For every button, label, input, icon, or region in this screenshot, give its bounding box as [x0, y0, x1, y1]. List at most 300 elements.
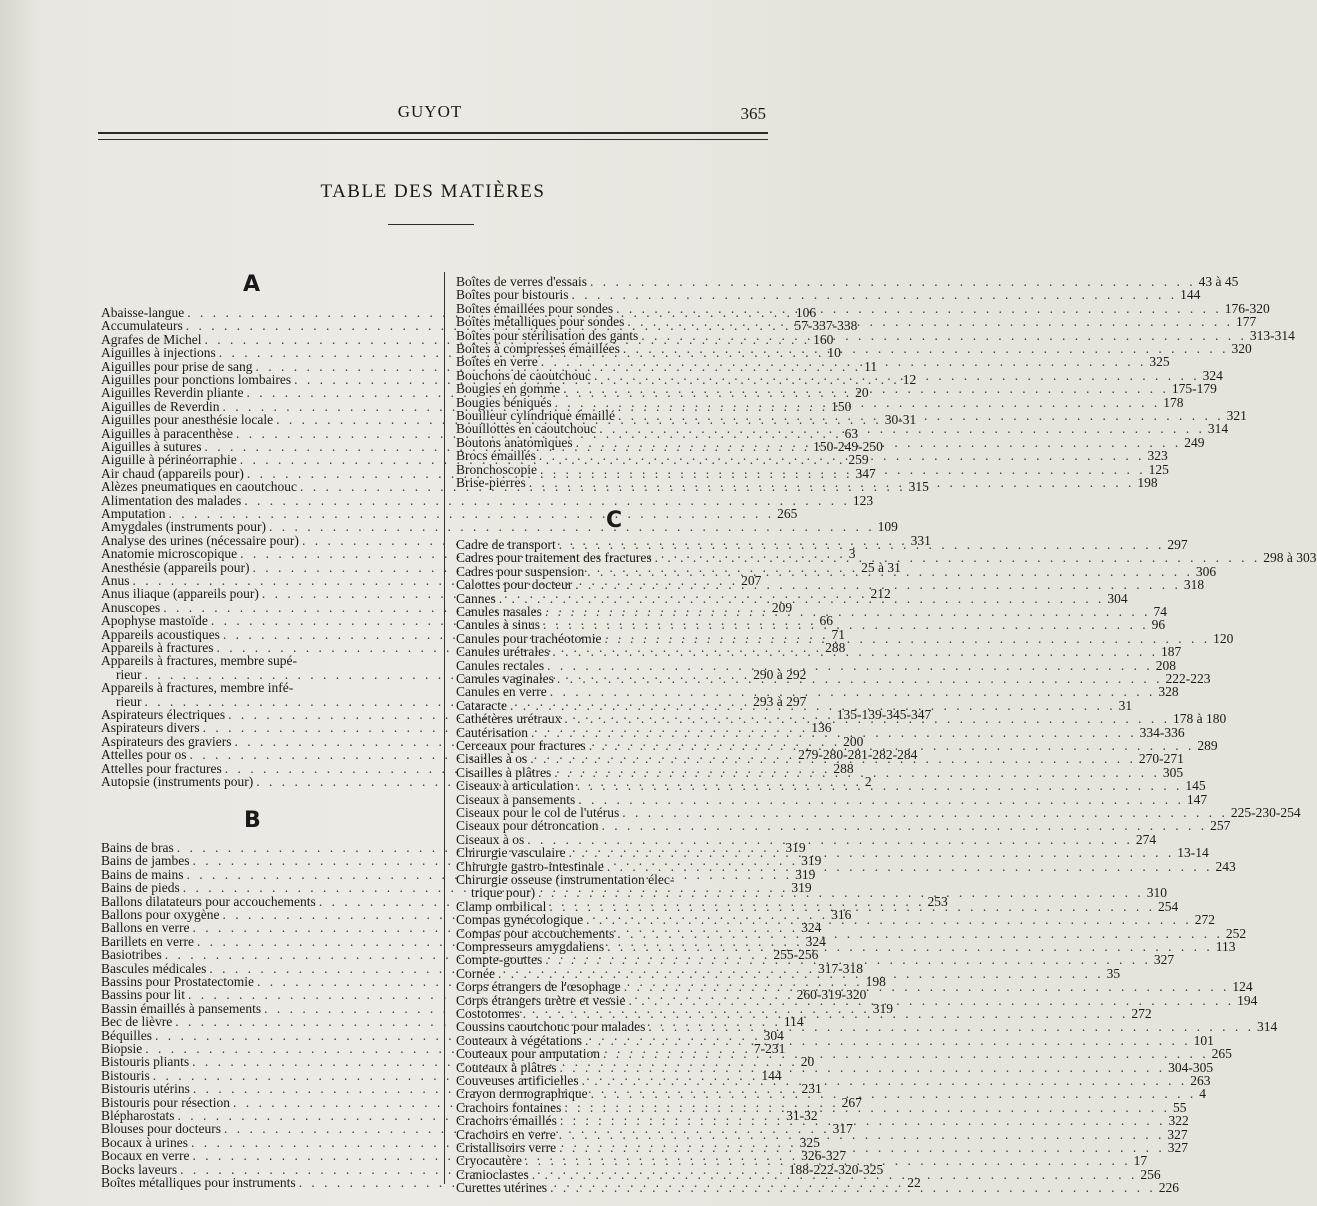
- entry-label: trique pour): [471, 885, 536, 901]
- entry-page: 2: [864, 774, 872, 789]
- entry-label: Ciseaux pour détroncation: [456, 818, 599, 834]
- entry-label: Aspirateurs électriques: [101, 707, 226, 722]
- entry-label: Amputation: [101, 506, 166, 521]
- entry-label: Brocs émaillés: [456, 448, 536, 464]
- dot-leader: [543, 618, 1149, 631]
- entry-label: Cadres pour traitement des fractures: [456, 550, 652, 566]
- entry-label: Analyse des urines (nécessaire pour): [101, 532, 299, 548]
- entry-label: Bouchons de caoutchouc: [456, 367, 591, 383]
- entry-label: Bains de pieds: [101, 880, 180, 896]
- entry-page: 176-320: [1224, 300, 1270, 316]
- entry-label: Ballons pour oxygène: [101, 907, 220, 922]
- entry-page: 200: [843, 733, 864, 749]
- entry-page: 334-336: [1139, 724, 1185, 740]
- entry-page: 325: [799, 1134, 820, 1150]
- entry-label: Canules à sinus: [456, 617, 540, 633]
- toc-entry: [456, 805, 1301, 820]
- entry-page: 324: [801, 920, 822, 936]
- toc-entry: [456, 831, 1157, 847]
- entry-label: Bistouris utérins: [101, 1081, 190, 1097]
- entry-page: 178: [1163, 394, 1184, 410]
- dot-leader: [559, 538, 1165, 551]
- entry-label: Bocks laveurs: [101, 1161, 178, 1177]
- entry-label: Crayon dermographique: [456, 1086, 588, 1102]
- section-letter-b: B: [244, 808, 261, 833]
- dot-leader: [550, 1181, 1156, 1194]
- entry-label: Canules nasales: [456, 604, 542, 619]
- entry-label: Boîtes pour stérilisation des gants: [456, 327, 639, 343]
- entry-label: Appareils à fractures, membre infé-: [101, 680, 294, 696]
- entry-label: Aiguilles Reverdin pliante: [101, 385, 244, 401]
- entry-label: Aiguilles pour prise de sang: [101, 358, 253, 374]
- dot-leader: [569, 846, 1175, 859]
- dot-leader: [555, 396, 1161, 409]
- entry-label: Amygdales (instruments pour): [101, 519, 266, 535]
- toc-entry: [456, 550, 1317, 566]
- entry-label: Compte-gouttes: [456, 952, 543, 968]
- entry-page: 57-337-338: [794, 318, 858, 334]
- dot-leader: [523, 1007, 1129, 1020]
- entry-label: Boîtes émaillées pour sondes: [456, 300, 614, 316]
- entry-page: 145: [1185, 778, 1206, 794]
- toc-entry: [456, 274, 1239, 289]
- entry-page: 12: [902, 372, 917, 387]
- entry-page: 225-230-254: [1230, 805, 1301, 820]
- entry-label: Curettes utérines: [456, 1180, 548, 1196]
- entry-page: 304: [763, 1027, 784, 1043]
- entry-label: Bouilleur cylindrique émaillé: [456, 408, 615, 423]
- entry-page: 43 à 45: [1198, 274, 1239, 289]
- entry-label: Bronchoscopie: [456, 461, 537, 477]
- entry-page: 101: [1193, 1032, 1214, 1048]
- entry-page: 147: [1186, 791, 1208, 807]
- entry-page: 31: [1118, 697, 1133, 713]
- entry-page: 267: [841, 1094, 862, 1110]
- entry-label: Cornée: [456, 965, 495, 981]
- dot-leader: [559, 1061, 1165, 1074]
- entry-label: Boîtes métalliques pour sondes: [456, 314, 625, 330]
- dot-leader: [532, 1168, 1138, 1181]
- dot-leader: [589, 739, 1195, 752]
- entry-label: Cautérisation: [456, 724, 528, 740]
- toc-entry: [456, 778, 1206, 794]
- entry-page: 313-314: [1249, 327, 1295, 343]
- dot-leader: [576, 436, 1182, 449]
- entry-label: Biopsie: [101, 1041, 143, 1056]
- entry-label: Attelles pour fractures: [101, 760, 222, 776]
- entry-page: 20: [800, 1054, 815, 1070]
- entry-label: Alèzes pneumatiques en caoutchouc: [101, 479, 298, 495]
- entry-page: 314: [1207, 421, 1229, 437]
- dot-leader: [244, 494, 850, 507]
- dot-leader: [618, 409, 1224, 422]
- title-underline: [388, 224, 474, 225]
- entry-label: Aiguille à périnéorraphie: [101, 452, 237, 468]
- dot-leader: [554, 766, 1160, 779]
- entry-page: 120: [1213, 630, 1234, 646]
- entry-page: 144: [761, 1067, 782, 1083]
- entry-label: Canules pour trachéotomie: [456, 630, 602, 646]
- entry-page: 7-231: [753, 1041, 786, 1056]
- dot-leader: [604, 632, 1210, 645]
- section-letter-a: A: [243, 272, 261, 297]
- entry-page: 319: [872, 1000, 893, 1016]
- entry-label: Aspirateurs divers: [101, 720, 200, 736]
- dot-leader: [525, 1154, 1131, 1167]
- entry-label: Anus iliaque (appareils pour): [101, 586, 259, 602]
- toc-entry: [456, 577, 1205, 593]
- dot-leader: [169, 507, 775, 520]
- dot-leader: [269, 520, 875, 533]
- entry-label: Aiguilles à sutures: [101, 439, 202, 454]
- entry-label: Aiguilles à injections: [101, 345, 216, 361]
- entry-page: 288: [833, 760, 854, 776]
- entry-page: 310: [1146, 885, 1167, 901]
- header-double-rule: [98, 132, 768, 140]
- entry-page: 106: [795, 305, 817, 320]
- entry-label: Anuscopes: [101, 599, 161, 615]
- entry-page: 323: [1147, 448, 1168, 464]
- entry-page: 74: [1153, 604, 1167, 619]
- dot-leader: [617, 927, 1223, 940]
- entry-label: Anesthésie (appareils pour): [101, 559, 250, 575]
- entry-page: 222-223: [1165, 671, 1211, 686]
- entry-label: Ciseaux pour le col de l'utérus: [456, 805, 620, 820]
- entry-label: Agrafes de Michel: [101, 331, 202, 347]
- entry-page: 231: [801, 1081, 822, 1097]
- dot-leader: [545, 605, 1151, 618]
- entry-page: 274: [1135, 831, 1157, 847]
- entry-label: Cadres pour suspension: [456, 563, 585, 579]
- entry-page: 249: [1184, 434, 1205, 450]
- dot-leader: [559, 1141, 1165, 1154]
- entry-label: Cryocautère: [456, 1153, 522, 1169]
- entry-label: Accumulateurs: [101, 318, 183, 334]
- entry-page: 66: [819, 613, 833, 629]
- entry-label: Couteaux à végétations: [456, 1032, 582, 1048]
- entry-label: Aiguilles de Reverdin: [101, 398, 220, 414]
- dot-leader: [563, 382, 1169, 395]
- entry-label: Canules vaginales: [456, 671, 554, 686]
- entry-label: Boîtes en verre: [456, 354, 538, 370]
- entry-label: Boîtes métalliques pour instruments: [101, 1175, 296, 1190]
- entry-label: Chirurgie vasculaire: [456, 845, 566, 861]
- entry-page: 187: [1160, 644, 1182, 660]
- entry-page: 314: [1256, 1019, 1278, 1035]
- entry-label: Boîtes à compresses émaillées: [456, 341, 620, 356]
- dot-leader: [655, 551, 1261, 564]
- entry-page: 319: [791, 880, 812, 896]
- entry-label: Couteaux à plâtres: [456, 1059, 557, 1075]
- dot-leader: [538, 886, 1144, 899]
- entry-page: 319: [785, 840, 806, 855]
- entry-label: Blépharostats: [101, 1108, 175, 1123]
- toc-entry: [101, 519, 898, 535]
- entry-page: 109: [877, 519, 898, 535]
- entry-label: Canules en verre: [456, 684, 547, 700]
- section-letter-c: C: [606, 508, 623, 533]
- dot-leader: [627, 315, 1233, 328]
- running-title: GUYOT: [397, 102, 463, 121]
- entry-label: Abaisse-langue: [101, 305, 185, 320]
- dot-leader: [594, 369, 1200, 382]
- dot-leader: [552, 645, 1158, 658]
- toc-entry: [101, 681, 416, 694]
- entry-label: Anus: [101, 573, 130, 588]
- entry-label: Ciseaux à pansements: [456, 791, 576, 807]
- dot-leader: [591, 1087, 1197, 1100]
- entry-page: 270-271: [1138, 751, 1184, 767]
- entry-label: Brise-pierres: [456, 475, 526, 490]
- entry-label: rieur: [116, 693, 142, 709]
- entry-page: 252: [1225, 925, 1247, 941]
- entry-label: Crachoirs en verre: [456, 1126, 556, 1142]
- entry-label: Cristallisoirs verre: [456, 1140, 557, 1155]
- entry-page: 272: [1194, 912, 1215, 928]
- entry-label: Cisailles à plâtres: [456, 764, 552, 780]
- entry-page: 263: [1190, 1073, 1211, 1088]
- dot-leader: [559, 1128, 1165, 1141]
- entry-label: Bascules médicales: [101, 960, 207, 976]
- entry-label: Ballons en verre: [101, 920, 190, 936]
- entry-label: Chirurgie osseuse (instrumentation élec-: [456, 872, 675, 887]
- entry-label: Ciseaux à os: [456, 831, 525, 847]
- dot-leader: [529, 476, 1135, 489]
- dot-leader: [498, 967, 1104, 980]
- entry-page: 253: [927, 893, 948, 909]
- entry-page: 25 à 31: [861, 559, 901, 575]
- toc-entry: [456, 1180, 1179, 1196]
- entry-page: 326-327: [801, 1148, 847, 1164]
- dot-leader: [531, 726, 1137, 739]
- entry-page: 4: [1199, 1086, 1206, 1102]
- entry-label: Couteaux pour amputation: [456, 1046, 600, 1062]
- entry-page: 322: [1168, 1113, 1189, 1129]
- entry-label: Basiotribes: [101, 947, 162, 963]
- entry-page: 125: [1148, 461, 1169, 477]
- entry-label: Appareils à fractures: [101, 640, 214, 655]
- entry-label: rieur: [116, 666, 142, 682]
- entry-page: 289: [1197, 738, 1218, 753]
- entry-page: 35: [1106, 965, 1121, 981]
- entry-label: Corps étrangers de l'œsophage: [456, 979, 621, 995]
- entry-label: Barillets en verre: [101, 933, 194, 949]
- toc-entry: [101, 492, 874, 508]
- entry-page: 272: [1131, 1006, 1152, 1021]
- entry-page: 22: [907, 1175, 921, 1190]
- entry-page: 226: [1158, 1180, 1179, 1196]
- entry-label: Bistouris: [101, 1067, 150, 1083]
- running-head: [0, 102, 800, 126]
- dot-leader: [564, 712, 1170, 725]
- toc-entry: [456, 684, 1179, 700]
- dot-leader: [603, 1047, 1209, 1060]
- dot-leader: [623, 342, 1229, 355]
- entry-label: Ciseaux à articulation: [456, 778, 574, 794]
- entry-page: 304-305: [1168, 1059, 1214, 1075]
- dot-leader: [560, 1114, 1166, 1127]
- entry-label: Bains de jambes: [101, 853, 190, 869]
- entry-page: 327: [1153, 952, 1175, 968]
- entry-label: Cerceaux pour fractures: [456, 738, 586, 753]
- entry-label: Aiguilles pour ponctions lombaires: [101, 372, 292, 387]
- entry-page: 17: [1133, 1153, 1148, 1169]
- entry-label: Bains de bras: [101, 840, 174, 855]
- entry-page: 288: [825, 640, 846, 655]
- entry-label: Ballons dilatateurs pour accouchements: [101, 893, 316, 909]
- dot-leader: [586, 913, 1192, 926]
- entry-page: 257: [1210, 818, 1231, 834]
- dot-leader: [582, 1074, 1188, 1087]
- entry-page: 319: [801, 853, 822, 869]
- entry-label: Bouillottes en caoutchouc: [456, 421, 597, 437]
- entry-label: Calottes pour docteur: [456, 577, 573, 593]
- entry-page: 160: [813, 331, 834, 347]
- toc-entry: [456, 657, 1176, 673]
- dot-leader: [585, 1034, 1191, 1047]
- entry-label: Cataracte: [456, 697, 507, 713]
- entry-label: Alimentation des malades: [101, 492, 242, 508]
- entry-page: 209: [771, 599, 793, 615]
- entry-page: 175-179: [1171, 381, 1217, 397]
- entry-page: 11: [864, 358, 878, 374]
- entry-page: 319: [795, 866, 816, 882]
- entry-page: 55: [1172, 1099, 1187, 1115]
- entry-page: 317-318: [817, 960, 863, 976]
- entry-page: 324: [1202, 367, 1223, 383]
- entry-page: 150: [831, 398, 852, 414]
- toc-entry: [456, 791, 1208, 807]
- entry-page: 256: [1140, 1166, 1161, 1182]
- dot-leader: [648, 1020, 1254, 1033]
- entry-page: 20: [855, 385, 869, 401]
- entry-page: 320: [1231, 341, 1252, 356]
- entry-label: Bains de mains: [101, 866, 184, 882]
- entry-label: Blouses pour docteurs: [101, 1121, 221, 1137]
- entry-label: Chirurgie gastro-intestinale: [456, 858, 604, 874]
- entry-label: Aspirateurs des graviers: [101, 733, 232, 749]
- dot-leader: [541, 355, 1147, 368]
- entry-page: 328: [1158, 684, 1179, 700]
- entry-page: 259: [848, 452, 869, 468]
- entry-page: 317: [832, 1121, 853, 1137]
- entry-label: Appareils acoustiques: [101, 626, 220, 642]
- entry-page: 198: [865, 974, 886, 989]
- entry-page: 279-280-281-282-284: [798, 747, 918, 763]
- dot-leader: [564, 1101, 1170, 1114]
- entry-page: 318: [1183, 577, 1205, 593]
- toc-entry: [456, 873, 769, 886]
- entry-page: 188-222-320-325: [788, 1161, 884, 1177]
- toc-entry: [101, 654, 416, 667]
- entry-page: 13-14: [1177, 845, 1209, 861]
- entry-page: 150-249-250: [813, 439, 883, 454]
- entry-label: Cathétères urétraux: [456, 711, 562, 727]
- entry-label: Bassin émaillés à pansements: [101, 1000, 262, 1016]
- entry-page: 208: [1155, 657, 1176, 673]
- entry-label: Air chaud (appareils pour): [101, 465, 244, 481]
- dot-leader: [607, 940, 1213, 953]
- entry-label: Cannes: [456, 590, 496, 606]
- entry-page: 325: [1149, 354, 1170, 370]
- entry-label: Cranioclastes: [456, 1166, 529, 1182]
- entry-label: Béquilles: [101, 1027, 152, 1043]
- entry-label: Bistouris pliants: [101, 1054, 190, 1070]
- entry-label: Corps étrangers urètre et vessie: [456, 992, 626, 1008]
- entry-label: Canules rectales: [456, 657, 545, 673]
- entry-label: Boîtes pour bistouris: [456, 287, 569, 303]
- entry-label: Cisailles à os: [456, 751, 528, 767]
- entry-page: 316: [831, 907, 852, 922]
- entry-label: Apophyse mastoïde: [101, 613, 208, 629]
- entry-label: Couveuses artificielles: [456, 1073, 579, 1088]
- toc-entry: [101, 506, 798, 521]
- entry-page: 114: [783, 1014, 804, 1030]
- entry-label: Compas gynécologique: [456, 912, 584, 928]
- entry-page: 123: [852, 492, 874, 508]
- entry-page: 136: [811, 720, 832, 736]
- entry-page: 124: [1232, 979, 1253, 995]
- dot-leader: [628, 994, 1234, 1007]
- entry-page: 254: [1158, 898, 1179, 914]
- dot-leader: [590, 275, 1196, 288]
- entry-page: 243: [1215, 858, 1236, 874]
- entry-page: 321: [1226, 408, 1247, 423]
- dot-leader: [587, 565, 1193, 578]
- entry-page: 293 à 297: [753, 693, 807, 709]
- entry-label: Crachoirs fontaines: [456, 1099, 562, 1115]
- entry-page: 324: [805, 933, 826, 949]
- dot-leader: [641, 329, 1247, 342]
- dot-leader: [539, 449, 1145, 462]
- entry-page: 265: [777, 506, 798, 521]
- dot-leader: [527, 833, 1133, 846]
- page-number: 365: [740, 104, 766, 123]
- entry-page: 144: [1180, 287, 1201, 303]
- toc-entry: [456, 287, 1201, 303]
- entry-page: 290 à 292: [753, 666, 807, 682]
- entry-label: Bougies béniqués: [456, 394, 552, 410]
- entry-page: 212: [870, 586, 891, 602]
- dot-leader: [575, 578, 1181, 591]
- entry-label: Coussins caoutchouc pour malades: [456, 1019, 646, 1035]
- entry-label: Autopsie (instruments pour): [101, 774, 254, 789]
- dot-leader: [578, 793, 1184, 806]
- entry-page: 305: [1162, 764, 1184, 780]
- dot-leader: [616, 302, 1222, 315]
- entry-page: 260-319-320: [796, 987, 867, 1003]
- dot-leader: [572, 288, 1178, 301]
- entry-page: 347: [855, 465, 876, 481]
- entry-page: 297: [1167, 537, 1188, 552]
- dot-leader: [540, 463, 1146, 476]
- entry-label: Canules urétrales: [456, 644, 550, 660]
- dot-leader: [599, 422, 1205, 435]
- entry-label: Attelles pour os: [101, 747, 187, 763]
- entry-page: 177: [1235, 314, 1257, 330]
- entry-page: 3: [848, 546, 856, 562]
- entry-page: 10: [827, 345, 841, 361]
- entry-page: 315: [908, 479, 929, 495]
- entry-page: 63: [844, 425, 859, 441]
- dot-leader: [530, 752, 1136, 765]
- entry-label: Clamp ombilical: [456, 898, 547, 914]
- entry-page: 194: [1237, 992, 1258, 1008]
- entry-page: 135-139-345-347: [836, 707, 932, 722]
- entry-label: Bassins pour Prostatectomie: [101, 974, 254, 989]
- entry-label: Bocaux à urines: [101, 1134, 188, 1150]
- dot-leader: [607, 860, 1213, 873]
